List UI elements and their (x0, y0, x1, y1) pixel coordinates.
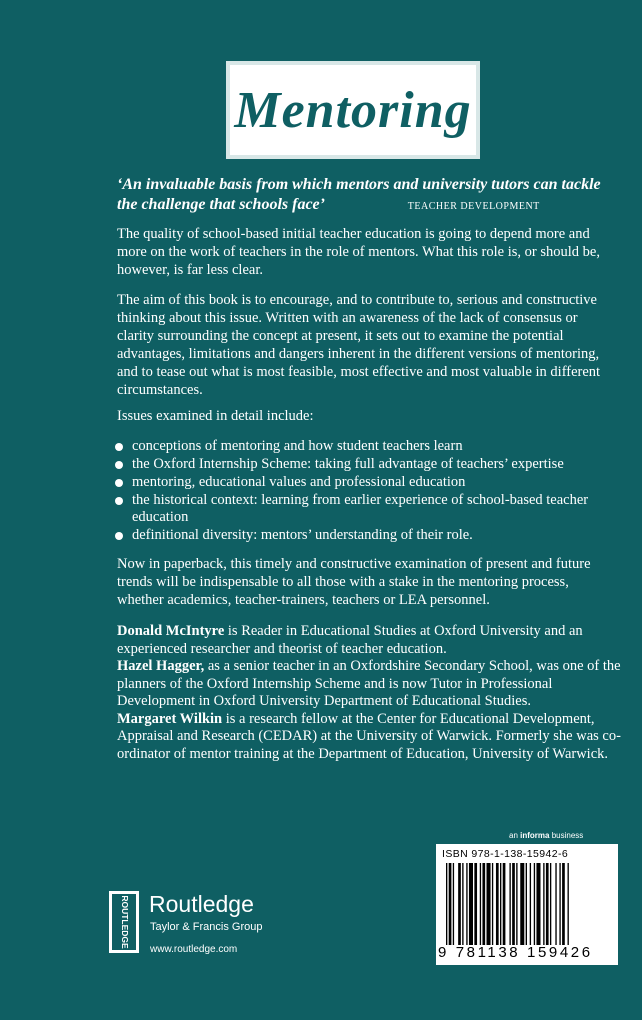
list-item: the Oxford Internship Scheme: taking full advantage of teachers’ expertise (114, 456, 624, 473)
routledge-vertical-text: ROUTLEDGE (119, 895, 130, 949)
isbn-barcode (436, 844, 618, 965)
issues-list (114, 438, 624, 545)
list-item: definitional diversity: mentors’ understanding of their role. (114, 527, 624, 544)
paragraph-intro: The quality of school-based initial teacher education is going to depend more and more on the work of teachers in the role of mentors. What this role is, or should be, however, is far less clear. (117, 226, 600, 278)
review-quote (117, 175, 613, 217)
isbn-digits: 9 781138 159426 (438, 944, 593, 961)
publisher-logo (109, 885, 309, 965)
quote-source: TEACHER DEVELOPMENT (407, 201, 540, 212)
publisher-url: www.routledge.com (150, 944, 238, 955)
paragraph-issues: Issues examined in detail include: (117, 408, 314, 424)
bullet-icon (115, 443, 123, 451)
paragraph-aim: The aim of this book is to encourage, and to contribute to, serious and constructive thinking about this issue. Written with an awareness of the lack of consensus or clarity surrounding the concept at present, it sets out to examine the potential advantages, limitations and dangers inherent in the different versions of mentoring, and to tease out what is most feasible, most effective and most valuable in different circumstances. (117, 292, 601, 398)
list-item: mentoring, educational values and professional education (114, 474, 624, 491)
informa-brand: informa (520, 831, 550, 840)
publisher-name: Routledge (149, 891, 254, 917)
list-item: the historical context: learning from earlier experience of school-based teacher education (114, 492, 624, 526)
author-name: Margaret Wilkin (117, 710, 223, 727)
informa-tagline: an informa business (509, 831, 584, 840)
author-name: Donald McIntyre (117, 623, 225, 639)
barcode-bars (446, 863, 612, 945)
title-box (226, 61, 480, 159)
author-bio: Donald McIntyre is Reader in Educational Studies at Oxford University and an experienced researcher and theorist of teacher education. (117, 623, 583, 657)
paragraph-closing: Now in paperback, this timely and constructive examination of present and future trends will be indispensable to all those with a stake in the mentoring process, whether academics, teacher-trainers, teachers or LEA personnel. (117, 556, 591, 608)
isbn-label: ISBN 978-1-138-15942-6 (442, 848, 569, 860)
author-bio: Hazel Hagger, as a senior teacher in an Oxfordshire Secondary School, was one of the planners of the Oxford Internship Scheme and is now Tutor in Professional Development in Oxford University Department of Educational Studies. (117, 658, 621, 709)
bullet-icon (115, 479, 123, 487)
bullet-icon (115, 497, 123, 505)
author-bio: Margaret Wilkin is a research fellow at the Center for Educational Development, Appraisal and Research (CEDAR) at the University of Warwick. Formerly she was co-ordinator of mentor training at the Department of Education, University of Warwick. (117, 710, 621, 762)
list-item: conceptions of mentoring and how student teachers learn (114, 438, 624, 455)
author-name: Hazel Hagger, (117, 658, 205, 674)
author-bios (117, 623, 622, 763)
publisher-group: Taylor & Francis Group (150, 921, 263, 933)
book-title: Mentoring (234, 81, 472, 139)
routledge-logo-icon (109, 891, 139, 953)
quote-text: ‘An invaluable basis from which mentors and university tutors can tackle the challenge that schools face’ (117, 176, 601, 213)
bullet-icon (115, 532, 123, 540)
bullet-icon (115, 461, 123, 469)
